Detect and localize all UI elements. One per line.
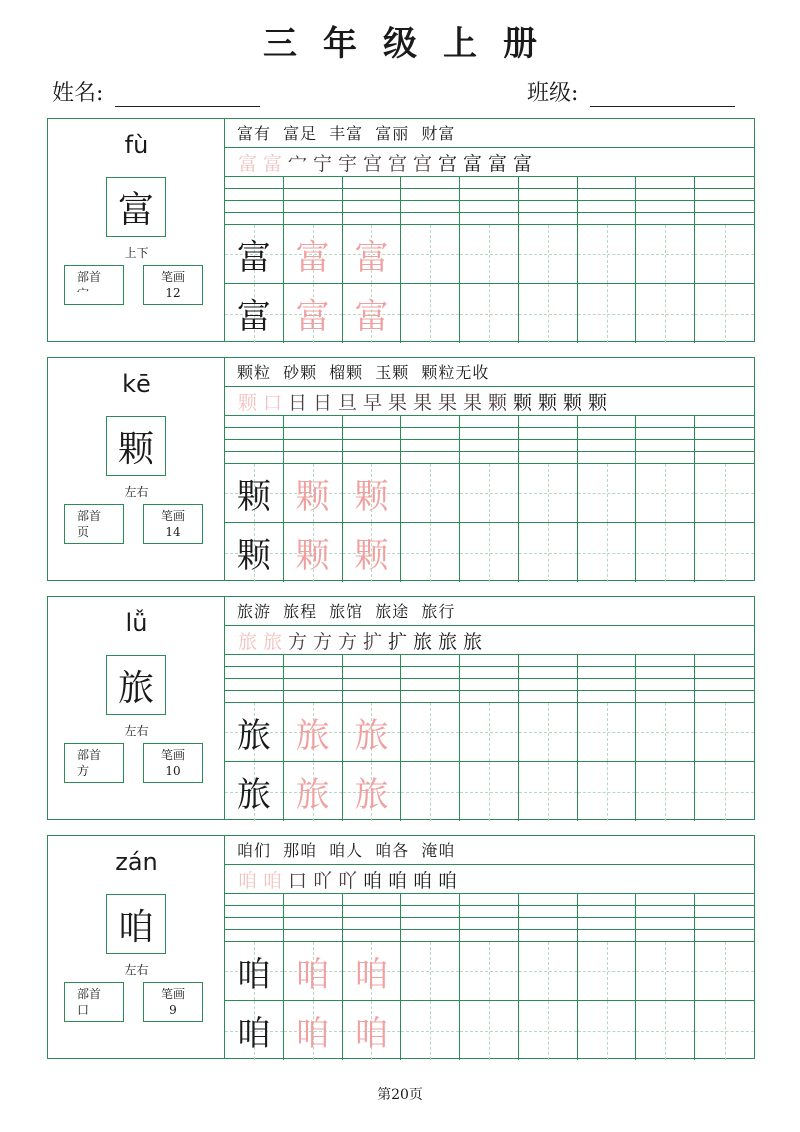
trace-cell[interactable] xyxy=(343,523,402,582)
strokes-box xyxy=(143,982,203,1022)
practice-cell[interactable] xyxy=(695,1001,754,1060)
practice-grid xyxy=(225,703,754,821)
trace-cell[interactable] xyxy=(343,464,402,523)
char-info-panel xyxy=(48,119,225,341)
page-number: 第20页 xyxy=(377,1087,423,1103)
practice-cell[interactable] xyxy=(636,1001,695,1060)
stroke-step: 宫 xyxy=(412,152,432,175)
stroke-step: 宫 xyxy=(362,152,382,175)
structure-label: 左右 xyxy=(124,485,149,499)
example-words: 颗粒 砂颗 榴颗 玉颗 颗粒无收 xyxy=(225,358,754,387)
stroke-step: 方 xyxy=(287,630,307,653)
model-cell xyxy=(225,225,284,284)
practice-cell[interactable] xyxy=(519,703,578,762)
stroke-step: 果 xyxy=(412,391,432,414)
stroke-step: 宇 xyxy=(337,152,357,175)
trace-cell[interactable] xyxy=(284,284,343,343)
trace-char: 富 xyxy=(354,297,389,337)
trace-char: 富 xyxy=(354,237,389,278)
trace-char: 咱 xyxy=(354,954,389,995)
pinyin-columns xyxy=(225,894,754,942)
strokes-value: 9 xyxy=(169,1003,177,1017)
stroke-order-row xyxy=(225,387,754,416)
practice-panel xyxy=(225,836,754,1058)
stroke-step: 扩 xyxy=(387,630,407,653)
practice-grid xyxy=(225,225,754,343)
pinyin: lǚ xyxy=(125,609,148,637)
trace-char: 咱 xyxy=(295,954,330,995)
pinyin-columns xyxy=(225,416,754,464)
char-info-panel xyxy=(48,358,225,580)
practice-cell[interactable] xyxy=(578,1001,637,1060)
stroke-step: 旅 xyxy=(437,630,457,653)
trace-char: 旅 xyxy=(354,775,389,815)
stroke-step: 旅 xyxy=(462,630,482,653)
trace-cell[interactable] xyxy=(343,1001,402,1060)
practice-cell[interactable] xyxy=(519,942,578,1001)
strokes-label: 笔画 xyxy=(160,509,185,523)
pinyin: fù xyxy=(124,131,149,159)
stroke-step: 旅 xyxy=(262,630,282,653)
radical-box xyxy=(64,982,124,1022)
stroke-step: 富 xyxy=(237,152,257,175)
char: 富 xyxy=(117,189,154,231)
character-card xyxy=(47,596,755,820)
name-blank[interactable] xyxy=(115,81,260,107)
stroke-step: 旅 xyxy=(412,630,432,653)
radical-box xyxy=(64,265,124,305)
trace-char: 颗 xyxy=(295,536,330,576)
practice-cell[interactable] xyxy=(695,464,754,523)
stroke-step: 方 xyxy=(312,630,332,653)
strokes-box xyxy=(143,743,203,783)
stroke-step: 富 xyxy=(512,152,532,175)
model-char: 富 xyxy=(236,237,271,278)
trace-char: 富 xyxy=(295,297,330,337)
strokes-box xyxy=(143,265,203,305)
practice-cell[interactable] xyxy=(695,703,754,762)
radical-value: 宀 xyxy=(77,286,90,300)
trace-cell[interactable] xyxy=(343,762,402,821)
char: 旅 xyxy=(117,667,154,709)
stroke-step: 富 xyxy=(262,152,282,175)
stroke-step: 日 xyxy=(312,391,332,414)
practice-cell[interactable] xyxy=(695,942,754,1001)
stroke-step: 颗 xyxy=(587,391,607,414)
char: 颗 xyxy=(117,428,154,470)
stroke-step: 富 xyxy=(487,152,507,175)
practice-cell[interactable] xyxy=(636,762,695,821)
model-cell xyxy=(225,284,284,343)
stroke-step: 日 xyxy=(287,391,307,414)
practice-cell[interactable] xyxy=(401,703,460,762)
model-cell xyxy=(225,523,284,582)
pinyin-columns xyxy=(225,655,754,703)
practice-cell[interactable] xyxy=(401,762,460,821)
practice-cell[interactable] xyxy=(401,464,460,523)
radical-label: 部首 xyxy=(77,987,102,1001)
class-field[interactable] xyxy=(527,76,735,107)
practice-cell[interactable] xyxy=(460,523,519,582)
strokes-value: 10 xyxy=(165,764,181,778)
practice-cell[interactable] xyxy=(519,225,578,284)
stroke-order-row xyxy=(225,626,754,655)
character-card xyxy=(47,118,755,342)
model-char: 颗 xyxy=(236,476,271,517)
practice-cell[interactable] xyxy=(695,225,754,284)
practice-cell[interactable] xyxy=(519,464,578,523)
practice-cell[interactable] xyxy=(578,703,637,762)
model-char: 旅 xyxy=(236,775,271,815)
name-field[interactable] xyxy=(52,76,260,107)
trace-cell[interactable] xyxy=(343,703,402,762)
strokes-label: 笔画 xyxy=(160,270,185,284)
practice-cell[interactable] xyxy=(636,942,695,1001)
practice-cell[interactable] xyxy=(519,1001,578,1060)
char-box xyxy=(106,177,166,237)
stroke-step: 颗 xyxy=(512,391,532,414)
stroke-step: 方 xyxy=(337,630,357,653)
pinyin: zán xyxy=(115,848,158,876)
practice-cell[interactable] xyxy=(460,225,519,284)
model-cell xyxy=(225,703,284,762)
trace-char: 旅 xyxy=(295,715,330,756)
stroke-step: 果 xyxy=(437,391,457,414)
practice-cell[interactable] xyxy=(695,762,754,821)
stroke-step: 旦 xyxy=(337,391,357,414)
practice-panel xyxy=(225,119,754,341)
stroke-step: 旅 xyxy=(237,630,257,653)
trace-cell[interactable] xyxy=(284,942,343,1001)
practice-cell[interactable] xyxy=(578,523,637,582)
radical-value: 页 xyxy=(77,525,90,539)
practice-cell[interactable] xyxy=(460,1001,519,1060)
stroke-step: 咱 xyxy=(237,869,257,892)
stroke-step: 咱 xyxy=(362,869,382,892)
stroke-step: 果 xyxy=(462,391,482,414)
practice-cell[interactable] xyxy=(460,284,519,343)
radical-label: 部首 xyxy=(77,270,102,284)
radical-box xyxy=(64,504,124,544)
stroke-step: 颗 xyxy=(487,391,507,414)
radical-label: 部首 xyxy=(77,748,102,762)
char-box xyxy=(106,416,166,476)
stroke-step: 富 xyxy=(462,152,482,175)
stroke-step: 果 xyxy=(387,391,407,414)
trace-char: 旅 xyxy=(295,775,330,815)
structure-label: 左右 xyxy=(124,963,149,977)
practice-cell[interactable] xyxy=(460,942,519,1001)
trace-cell[interactable] xyxy=(343,942,402,1001)
practice-cell[interactable] xyxy=(519,284,578,343)
practice-cell[interactable] xyxy=(578,762,637,821)
character-card xyxy=(47,835,755,1059)
name-label: 姓名: xyxy=(52,81,104,106)
stroke-step: 咱 xyxy=(262,869,282,892)
trace-cell[interactable] xyxy=(284,762,343,821)
trace-char: 旅 xyxy=(354,715,389,756)
trace-cell[interactable] xyxy=(343,225,402,284)
stroke-step: 咱 xyxy=(387,869,407,892)
page-title: 三年级上册 xyxy=(263,24,563,64)
practice-grid xyxy=(225,464,754,582)
stroke-step: 宫 xyxy=(437,152,457,175)
model-cell xyxy=(225,762,284,821)
practice-cell[interactable] xyxy=(460,703,519,762)
practice-cell[interactable] xyxy=(519,523,578,582)
practice-cell[interactable] xyxy=(578,942,637,1001)
strokes-value: 12 xyxy=(165,286,181,300)
example-words: 旅游 旅程 旅馆 旅途 旅行 xyxy=(225,597,754,626)
stroke-step: 颗 xyxy=(537,391,557,414)
strokes-label: 笔画 xyxy=(160,987,185,1001)
practice-cell[interactable] xyxy=(695,284,754,343)
radical-value: 方 xyxy=(77,764,90,778)
stroke-step: 宁 xyxy=(312,152,332,175)
practice-grid xyxy=(225,942,754,1060)
practice-cell[interactable] xyxy=(636,464,695,523)
example-words: 富有 富足 丰富 富丽 财富 xyxy=(225,119,754,148)
char-box xyxy=(106,655,166,715)
trace-cell[interactable] xyxy=(343,284,402,343)
class-label: 班级: xyxy=(527,81,579,106)
practice-cell[interactable] xyxy=(578,284,637,343)
char: 咱 xyxy=(117,906,154,948)
stroke-step: 咱 xyxy=(437,869,457,892)
practice-cell[interactable] xyxy=(578,225,637,284)
practice-cell[interactable] xyxy=(636,284,695,343)
stroke-step: 宫 xyxy=(387,152,407,175)
practice-panel xyxy=(225,358,754,580)
radical-value: 口 xyxy=(77,1003,90,1017)
stroke-order-row xyxy=(225,865,754,894)
trace-char: 咱 xyxy=(295,1014,330,1054)
stroke-step: 扩 xyxy=(362,630,382,653)
strokes-value: 14 xyxy=(165,525,181,539)
practice-cell[interactable] xyxy=(578,464,637,523)
stroke-step: 吖 xyxy=(337,869,357,892)
trace-char: 咱 xyxy=(354,1014,389,1054)
stroke-step: 颗 xyxy=(562,391,582,414)
practice-cell[interactable] xyxy=(636,703,695,762)
practice-panel xyxy=(225,597,754,819)
practice-cell[interactable] xyxy=(460,762,519,821)
trace-cell[interactable] xyxy=(284,464,343,523)
char-info-panel xyxy=(48,836,225,1058)
model-cell xyxy=(225,464,284,523)
stroke-step: 吖 xyxy=(312,869,332,892)
practice-cell[interactable] xyxy=(519,762,578,821)
structure-label: 上下 xyxy=(124,246,149,260)
strokes-box xyxy=(143,504,203,544)
model-char: 富 xyxy=(236,297,271,337)
stroke-step: 颗 xyxy=(237,391,257,414)
radical-label: 部首 xyxy=(77,509,102,523)
pinyin: kē xyxy=(122,370,151,398)
practice-cell[interactable] xyxy=(636,225,695,284)
trace-char: 颗 xyxy=(354,536,389,576)
stroke-step: 口 xyxy=(287,869,307,892)
model-char: 咱 xyxy=(236,1014,271,1054)
class-blank[interactable] xyxy=(590,81,735,107)
practice-cell[interactable] xyxy=(401,284,460,343)
practice-cell[interactable] xyxy=(460,464,519,523)
model-char: 咱 xyxy=(236,954,271,995)
model-cell xyxy=(225,942,284,1001)
trace-char: 颗 xyxy=(354,476,389,517)
trace-cell[interactable] xyxy=(284,1001,343,1060)
practice-cell[interactable] xyxy=(401,523,460,582)
trace-char: 富 xyxy=(295,237,330,278)
trace-cell[interactable] xyxy=(284,225,343,284)
model-char: 旅 xyxy=(236,715,271,756)
trace-cell[interactable] xyxy=(284,523,343,582)
stroke-step: 口 xyxy=(262,391,282,414)
stroke-step: 宀 xyxy=(287,152,307,175)
character-card xyxy=(47,357,755,581)
pinyin-columns xyxy=(225,177,754,225)
stroke-step: 早 xyxy=(362,391,382,414)
practice-cell[interactable] xyxy=(636,523,695,582)
example-words: 咱们 那咱 咱人 咱各 淹咱 xyxy=(225,836,754,865)
practice-cell[interactable] xyxy=(401,942,460,1001)
trace-cell[interactable] xyxy=(284,703,343,762)
stroke-order-row xyxy=(225,148,754,177)
structure-label: 左右 xyxy=(124,724,149,738)
radical-box xyxy=(64,743,124,783)
trace-char: 颗 xyxy=(295,476,330,517)
practice-cell[interactable] xyxy=(401,225,460,284)
char-info-panel xyxy=(48,597,225,819)
model-cell xyxy=(225,1001,284,1060)
model-char: 颗 xyxy=(236,536,271,576)
practice-cell[interactable] xyxy=(401,1001,460,1060)
strokes-label: 笔画 xyxy=(160,748,185,762)
char-box xyxy=(106,894,166,954)
stroke-step: 咱 xyxy=(412,869,432,892)
practice-cell[interactable] xyxy=(695,523,754,582)
